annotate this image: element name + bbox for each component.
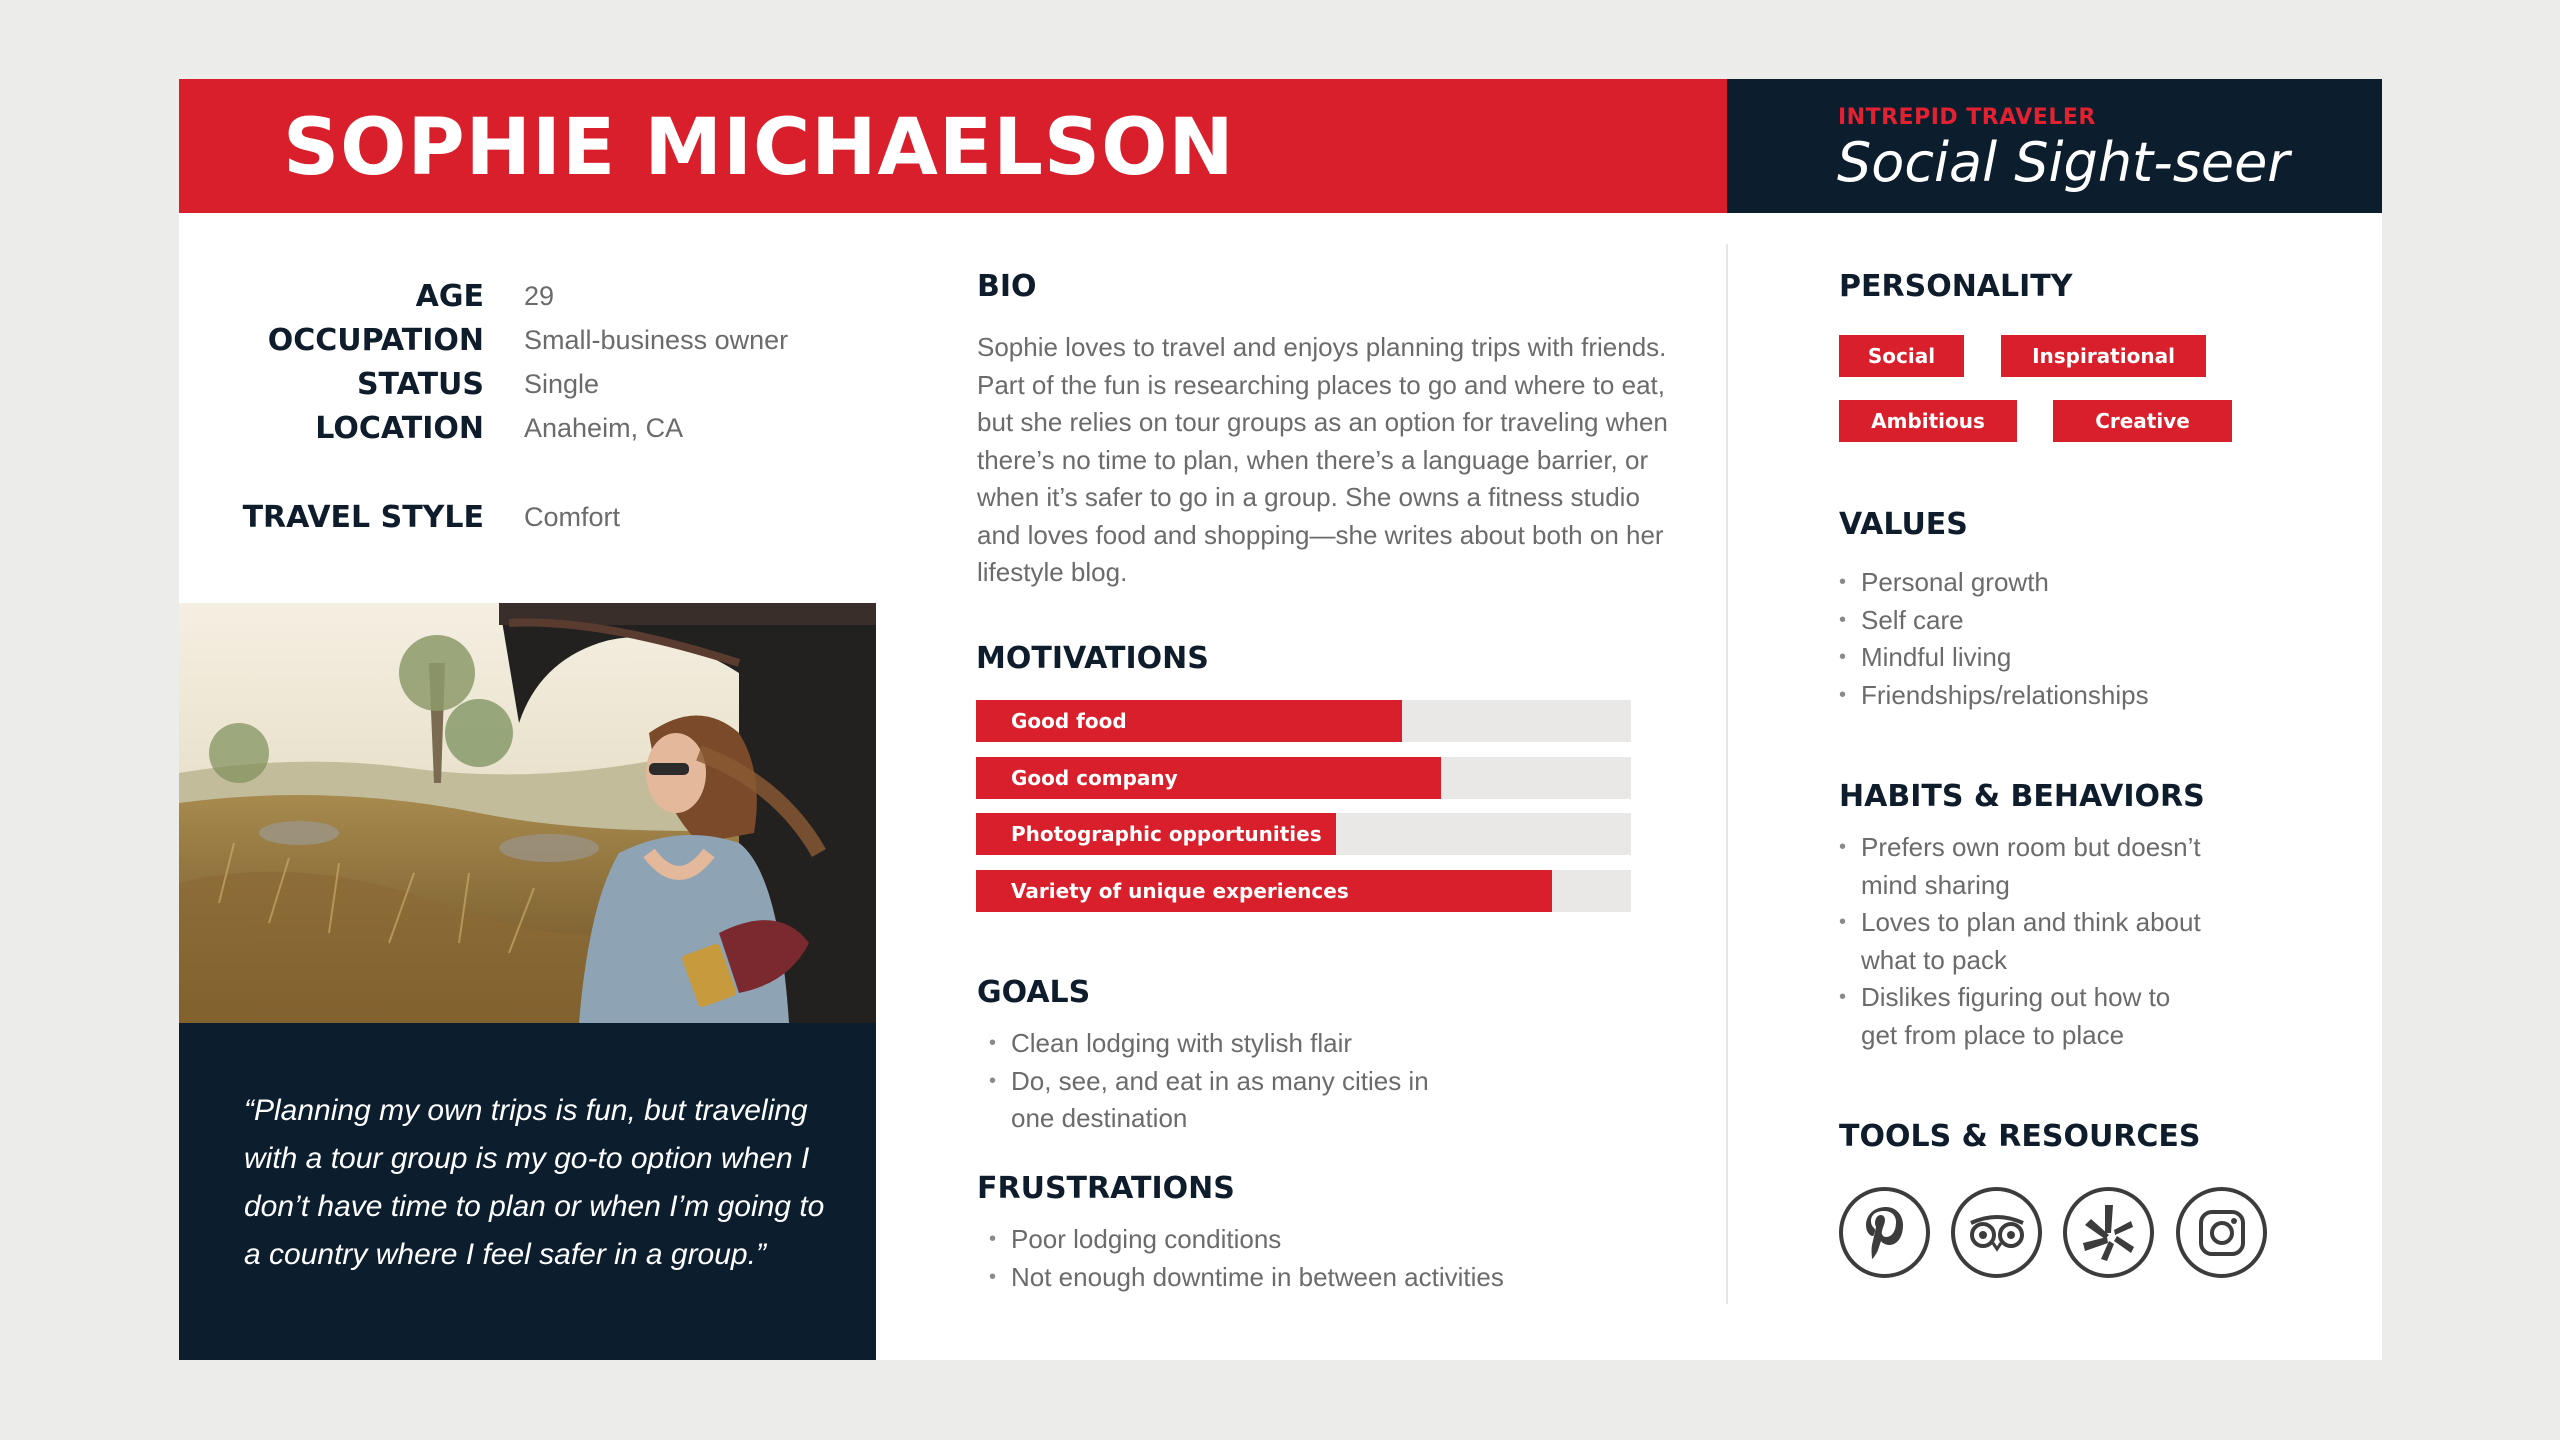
yelp-icon (2063, 1187, 2154, 1278)
fact-location (179, 411, 879, 455)
list-item: • Not enough downtime in between activities (989, 1259, 1629, 1297)
values-title: VALUES (1839, 507, 1968, 542)
list-item: • Personal growth (1839, 564, 2319, 602)
persona-name: SOPHIE MICHAELSON (283, 103, 1235, 193)
personality-tag: Social (1839, 335, 1964, 377)
habits-list (1839, 829, 2209, 1054)
fact-label: OCCUPATION (267, 323, 484, 358)
frustrations-title: FRUSTRATIONS (977, 1171, 1235, 1206)
tools-title: TOOLS & RESOURCES (1839, 1119, 2201, 1154)
habits-title: HABITS & BEHAVIORS (1839, 779, 2205, 814)
pinterest-icon (1839, 1187, 1930, 1278)
fact-label: AGE (415, 279, 484, 314)
goals-title: GOALS (977, 975, 1091, 1010)
list-item: • Self care (1839, 602, 2319, 640)
fact-value: Anaheim, CA (524, 413, 684, 443)
persona-quote: “Planning my own trips is fun, but traveling with a tour group is my go-to option when I don’t have time to plan or when I’m going to a country where I feel safer in a group.” (244, 1094, 825, 1271)
fact-travel-style (179, 500, 879, 544)
list-item: • Prefers own room but doesn’t mind sharing (1839, 829, 2209, 904)
list-item: • Mindful living (1839, 639, 2319, 677)
list-item: • Clean lodging with stylish flair (989, 1025, 1459, 1063)
frustrations-list (989, 1221, 1629, 1296)
quote-box (179, 1023, 876, 1360)
motivation-label: Photographic opportunities (1011, 822, 1322, 846)
motivation-label: Good food (1011, 709, 1127, 733)
list-item: • Friendships/relationships (1839, 677, 2319, 715)
personality-tag: Creative (2053, 400, 2232, 442)
values-list (1839, 564, 2319, 714)
fact-value: Small-business owner (524, 325, 789, 355)
fact-value: 29 (524, 281, 555, 311)
personality-tag: Ambitious (1839, 400, 2017, 442)
motivation-label: Good company (1011, 766, 1178, 790)
instagram-icon (2176, 1187, 2267, 1278)
fact-age (179, 279, 879, 323)
persona-type: INTREPID TRAVELER (1838, 105, 2096, 130)
motivation-bar (976, 870, 1631, 912)
fact-label: LOCATION (315, 411, 484, 446)
motivation-label: Variety of unique experiences (1011, 879, 1349, 903)
persona-title: Social Sight-seer (1837, 131, 2290, 194)
motivation-bar (976, 757, 1631, 799)
motivations-title: MOTIVATIONS (976, 641, 1209, 676)
column-divider (1726, 244, 1728, 1304)
header-persona-banner (1727, 79, 2382, 213)
persona-photo (179, 603, 876, 1023)
fact-label: TRAVEL STYLE (242, 500, 484, 535)
list-item: • Do, see, and eat in as many cities in one destination (989, 1063, 1459, 1138)
fact-value: Single (524, 369, 600, 399)
goals-list (989, 1025, 1459, 1138)
motivation-bar (976, 700, 1631, 742)
motivation-bar (976, 813, 1631, 855)
header-name-banner (179, 79, 1727, 213)
fact-occupation (179, 323, 879, 367)
bio-text: Sophie loves to travel and enjoys planning trips with friends. Part of the fun is researching places to go and where to eat, but she relies on tour groups as an option for traveling when there’s no time to plan, when there’s a language barrier, or when it’s safer to go in a group. She owns a fitness studio and loves food and shopping—she writes about both on her lifestyle blog. (977, 332, 1668, 587)
list-item: • Poor lodging conditions (989, 1221, 1629, 1259)
fact-status (179, 367, 879, 411)
fact-label: STATUS (356, 367, 484, 402)
bio-title: BIO (977, 269, 1037, 304)
personality-title: PERSONALITY (1839, 269, 2073, 304)
persona-card (179, 79, 2382, 1360)
list-item: • Dislikes figuring out how to get from place to place (1839, 979, 2209, 1054)
photo-illustration (179, 603, 876, 1023)
list-item: • Loves to plan and think about what to pack (1839, 904, 2209, 979)
fact-value: Comfort (524, 502, 621, 532)
tripadvisor-icon (1951, 1187, 2042, 1278)
personality-tag: Inspirational (2001, 335, 2206, 377)
